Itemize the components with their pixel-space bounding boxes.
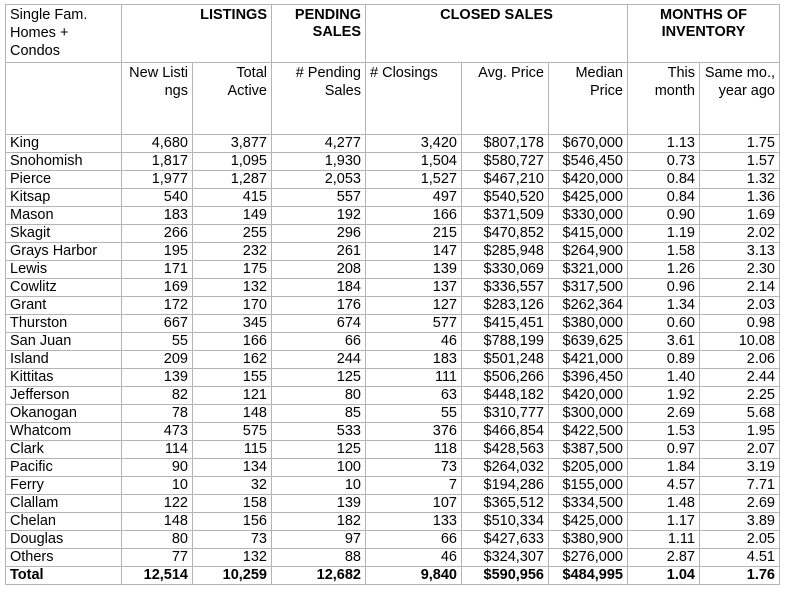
median-cell: $420,000 xyxy=(549,171,628,189)
pending-cell: 97 xyxy=(272,531,366,549)
median-cell: $415,000 xyxy=(549,225,628,243)
table-row xyxy=(6,351,780,369)
avg-cell: $310,777 xyxy=(462,405,549,423)
table-row xyxy=(6,189,780,207)
group-pending: PENDING SALES xyxy=(272,5,366,63)
closings-cell: 9,840 xyxy=(366,567,462,585)
closings-cell: 133 xyxy=(366,513,462,531)
this-cell: 1.26 xyxy=(628,261,700,279)
closings-cell: 139 xyxy=(366,261,462,279)
county-cell: Ferry xyxy=(6,477,122,495)
this-cell: 1.84 xyxy=(628,459,700,477)
col-total-active: Total Active xyxy=(193,63,272,135)
corner-label: Single Fam. Homes + Condos xyxy=(6,5,122,63)
new-cell: 114 xyxy=(122,441,193,459)
avg-cell: $336,557 xyxy=(462,279,549,297)
avg-cell: $324,307 xyxy=(462,549,549,567)
column-header-row xyxy=(6,63,780,135)
same-cell: 1.57 xyxy=(700,153,780,171)
active-cell: 175 xyxy=(193,261,272,279)
county-cell: Cowlitz xyxy=(6,279,122,297)
pending-cell: 10 xyxy=(272,477,366,495)
group-header-row xyxy=(6,5,780,63)
this-cell: 3.61 xyxy=(628,333,700,351)
closings-cell: 183 xyxy=(366,351,462,369)
county-cell: Clark xyxy=(6,441,122,459)
county-cell: Kittitas xyxy=(6,369,122,387)
same-cell: 2.25 xyxy=(700,387,780,405)
new-cell: 80 xyxy=(122,531,193,549)
closings-cell: 577 xyxy=(366,315,462,333)
closings-cell: 215 xyxy=(366,225,462,243)
table-row xyxy=(6,153,780,171)
pending-cell: 533 xyxy=(272,423,366,441)
county-cell: Whatcom xyxy=(6,423,122,441)
county-cell: Mason xyxy=(6,207,122,225)
avg-cell: $371,509 xyxy=(462,207,549,225)
this-cell: 1.40 xyxy=(628,369,700,387)
closings-cell: 127 xyxy=(366,297,462,315)
new-cell: 90 xyxy=(122,459,193,477)
closings-cell: 3,420 xyxy=(366,135,462,153)
table-row xyxy=(6,315,780,333)
closings-cell: 73 xyxy=(366,459,462,477)
this-cell: 1.13 xyxy=(628,135,700,153)
avg-cell: $330,069 xyxy=(462,261,549,279)
closings-cell: 7 xyxy=(366,477,462,495)
median-cell: $546,450 xyxy=(549,153,628,171)
closings-cell: 497 xyxy=(366,189,462,207)
median-cell: $387,500 xyxy=(549,441,628,459)
closings-cell: 118 xyxy=(366,441,462,459)
table-row xyxy=(6,261,780,279)
same-cell: 5.68 xyxy=(700,405,780,423)
same-cell: 1.36 xyxy=(700,189,780,207)
pending-cell: 1,930 xyxy=(272,153,366,171)
table-row xyxy=(6,225,780,243)
avg-cell: $285,948 xyxy=(462,243,549,261)
table-row xyxy=(6,405,780,423)
table-row xyxy=(6,243,780,261)
this-cell: 0.60 xyxy=(628,315,700,333)
table-row xyxy=(6,387,780,405)
avg-cell: $501,248 xyxy=(462,351,549,369)
median-cell: $155,000 xyxy=(549,477,628,495)
closings-cell: 55 xyxy=(366,405,462,423)
table-row xyxy=(6,333,780,351)
county-cell: Okanogan xyxy=(6,405,122,423)
pending-cell: 261 xyxy=(272,243,366,261)
active-cell: 3,877 xyxy=(193,135,272,153)
avg-cell: $580,727 xyxy=(462,153,549,171)
county-cell: Thurston xyxy=(6,315,122,333)
active-cell: 32 xyxy=(193,477,272,495)
table-row xyxy=(6,207,780,225)
this-cell: 0.84 xyxy=(628,189,700,207)
pending-cell: 296 xyxy=(272,225,366,243)
active-cell: 115 xyxy=(193,441,272,459)
pending-cell: 192 xyxy=(272,207,366,225)
active-cell: 155 xyxy=(193,369,272,387)
median-cell: $484,995 xyxy=(549,567,628,585)
this-cell: 0.90 xyxy=(628,207,700,225)
avg-cell: $428,563 xyxy=(462,441,549,459)
avg-cell: $506,266 xyxy=(462,369,549,387)
active-cell: 148 xyxy=(193,405,272,423)
same-cell: 2.02 xyxy=(700,225,780,243)
closings-cell: 147 xyxy=(366,243,462,261)
same-cell: 2.05 xyxy=(700,531,780,549)
pending-cell: 4,277 xyxy=(272,135,366,153)
new-cell: 4,680 xyxy=(122,135,193,153)
median-cell: $262,364 xyxy=(549,297,628,315)
median-cell: $264,900 xyxy=(549,243,628,261)
median-cell: $321,000 xyxy=(549,261,628,279)
table-row xyxy=(6,423,780,441)
new-cell: 169 xyxy=(122,279,193,297)
median-cell: $421,000 xyxy=(549,351,628,369)
county-cell: Douglas xyxy=(6,531,122,549)
avg-cell: $264,032 xyxy=(462,459,549,477)
same-cell: 3.19 xyxy=(700,459,780,477)
pending-cell: 2,053 xyxy=(272,171,366,189)
this-cell: 0.96 xyxy=(628,279,700,297)
table-row xyxy=(6,171,780,189)
closings-cell: 66 xyxy=(366,531,462,549)
avg-cell: $470,852 xyxy=(462,225,549,243)
new-cell: 172 xyxy=(122,297,193,315)
closings-cell: 1,504 xyxy=(366,153,462,171)
pending-cell: 244 xyxy=(272,351,366,369)
county-cell: Grant xyxy=(6,297,122,315)
pending-cell: 100 xyxy=(272,459,366,477)
this-cell: 1.04 xyxy=(628,567,700,585)
col-closings: # Closings xyxy=(366,63,462,135)
same-cell: 2.44 xyxy=(700,369,780,387)
active-cell: 149 xyxy=(193,207,272,225)
this-cell: 1.58 xyxy=(628,243,700,261)
pending-cell: 184 xyxy=(272,279,366,297)
new-cell: 77 xyxy=(122,549,193,567)
group-listings: LISTINGS xyxy=(122,5,272,63)
same-cell: 0.98 xyxy=(700,315,780,333)
this-cell: 2.87 xyxy=(628,549,700,567)
active-cell: 156 xyxy=(193,513,272,531)
new-cell: 266 xyxy=(122,225,193,243)
same-cell: 3.13 xyxy=(700,243,780,261)
col-pending: # Pending Sales xyxy=(272,63,366,135)
new-cell: 55 xyxy=(122,333,193,351)
table-row xyxy=(6,459,780,477)
same-cell: 4.51 xyxy=(700,549,780,567)
closings-cell: 166 xyxy=(366,207,462,225)
avg-cell: $427,633 xyxy=(462,531,549,549)
avg-cell: $283,126 xyxy=(462,297,549,315)
active-cell: 73 xyxy=(193,531,272,549)
active-cell: 345 xyxy=(193,315,272,333)
housing-market-table xyxy=(5,4,780,585)
col-avg-price: Avg. Price xyxy=(462,63,549,135)
this-cell: 0.84 xyxy=(628,171,700,189)
same-cell: 2.14 xyxy=(700,279,780,297)
county-cell: Snohomish xyxy=(6,153,122,171)
county-cell: Clallam xyxy=(6,495,122,513)
county-cell: Grays Harbor xyxy=(6,243,122,261)
closings-cell: 111 xyxy=(366,369,462,387)
closings-cell: 376 xyxy=(366,423,462,441)
active-cell: 121 xyxy=(193,387,272,405)
group-closed: CLOSED SALES xyxy=(366,5,628,63)
county-cell: Total xyxy=(6,567,122,585)
median-cell: $317,500 xyxy=(549,279,628,297)
active-cell: 575 xyxy=(193,423,272,441)
total-row xyxy=(6,567,780,585)
this-cell: 0.73 xyxy=(628,153,700,171)
pending-cell: 557 xyxy=(272,189,366,207)
median-cell: $380,000 xyxy=(549,315,628,333)
same-cell: 7.71 xyxy=(700,477,780,495)
avg-cell: $467,210 xyxy=(462,171,549,189)
avg-cell: $448,182 xyxy=(462,387,549,405)
avg-cell: $590,956 xyxy=(462,567,549,585)
closings-cell: 137 xyxy=(366,279,462,297)
avg-cell: $510,334 xyxy=(462,513,549,531)
pending-cell: 674 xyxy=(272,315,366,333)
same-cell: 1.32 xyxy=(700,171,780,189)
same-cell: 1.95 xyxy=(700,423,780,441)
new-cell: 148 xyxy=(122,513,193,531)
blank-header-cell xyxy=(6,63,122,135)
median-cell: $300,000 xyxy=(549,405,628,423)
new-cell: 1,817 xyxy=(122,153,193,171)
pending-cell: 125 xyxy=(272,441,366,459)
pending-cell: 88 xyxy=(272,549,366,567)
avg-cell: $466,854 xyxy=(462,423,549,441)
active-cell: 170 xyxy=(193,297,272,315)
this-cell: 4.57 xyxy=(628,477,700,495)
active-cell: 10,259 xyxy=(193,567,272,585)
pending-cell: 139 xyxy=(272,495,366,513)
active-cell: 158 xyxy=(193,495,272,513)
table-row xyxy=(6,513,780,531)
closings-cell: 63 xyxy=(366,387,462,405)
same-cell: 1.76 xyxy=(700,567,780,585)
closings-cell: 107 xyxy=(366,495,462,513)
county-cell: Kitsap xyxy=(6,189,122,207)
this-cell: 0.97 xyxy=(628,441,700,459)
new-cell: 667 xyxy=(122,315,193,333)
avg-cell: $788,199 xyxy=(462,333,549,351)
same-cell: 10.08 xyxy=(700,333,780,351)
table-row xyxy=(6,495,780,513)
county-cell: Pacific xyxy=(6,459,122,477)
same-cell: 2.07 xyxy=(700,441,780,459)
median-cell: $205,000 xyxy=(549,459,628,477)
active-cell: 134 xyxy=(193,459,272,477)
county-cell: Skagit xyxy=(6,225,122,243)
median-cell: $380,900 xyxy=(549,531,628,549)
median-cell: $670,000 xyxy=(549,135,628,153)
new-cell: 1,977 xyxy=(122,171,193,189)
county-cell: Lewis xyxy=(6,261,122,279)
county-cell: Chelan xyxy=(6,513,122,531)
new-cell: 209 xyxy=(122,351,193,369)
median-cell: $425,000 xyxy=(549,513,628,531)
new-cell: 195 xyxy=(122,243,193,261)
new-cell: 82 xyxy=(122,387,193,405)
table-row xyxy=(6,531,780,549)
closings-cell: 46 xyxy=(366,549,462,567)
col-this-month: This month xyxy=(628,63,700,135)
median-cell: $639,625 xyxy=(549,333,628,351)
group-months: MONTHS OF INVENTORY xyxy=(628,5,780,63)
pending-cell: 85 xyxy=(272,405,366,423)
pending-cell: 208 xyxy=(272,261,366,279)
new-cell: 473 xyxy=(122,423,193,441)
avg-cell: $415,451 xyxy=(462,315,549,333)
new-cell: 183 xyxy=(122,207,193,225)
active-cell: 162 xyxy=(193,351,272,369)
closings-cell: 1,527 xyxy=(366,171,462,189)
col-median-price: Median Price xyxy=(549,63,628,135)
new-cell: 78 xyxy=(122,405,193,423)
this-cell: 1.53 xyxy=(628,423,700,441)
new-cell: 540 xyxy=(122,189,193,207)
same-cell: 2.06 xyxy=(700,351,780,369)
active-cell: 132 xyxy=(193,549,272,567)
new-cell: 122 xyxy=(122,495,193,513)
table-row xyxy=(6,135,780,153)
active-cell: 1,095 xyxy=(193,153,272,171)
active-cell: 255 xyxy=(193,225,272,243)
this-cell: 1.92 xyxy=(628,387,700,405)
same-cell: 3.89 xyxy=(700,513,780,531)
table-row xyxy=(6,369,780,387)
table-row xyxy=(6,279,780,297)
active-cell: 166 xyxy=(193,333,272,351)
county-cell: Jefferson xyxy=(6,387,122,405)
same-cell: 2.69 xyxy=(700,495,780,513)
median-cell: $422,500 xyxy=(549,423,628,441)
this-cell: 0.89 xyxy=(628,351,700,369)
avg-cell: $807,178 xyxy=(462,135,549,153)
new-cell: 171 xyxy=(122,261,193,279)
this-cell: 1.19 xyxy=(628,225,700,243)
same-cell: 2.30 xyxy=(700,261,780,279)
avg-cell: $194,286 xyxy=(462,477,549,495)
closings-cell: 46 xyxy=(366,333,462,351)
same-cell: 2.03 xyxy=(700,297,780,315)
active-cell: 1,287 xyxy=(193,171,272,189)
county-cell: Others xyxy=(6,549,122,567)
median-cell: $330,000 xyxy=(549,207,628,225)
new-cell: 10 xyxy=(122,477,193,495)
new-cell: 12,514 xyxy=(122,567,193,585)
this-cell: 2.69 xyxy=(628,405,700,423)
active-cell: 132 xyxy=(193,279,272,297)
col-same-month: Same mo., year ago xyxy=(700,63,780,135)
pending-cell: 12,682 xyxy=(272,567,366,585)
active-cell: 232 xyxy=(193,243,272,261)
avg-cell: $365,512 xyxy=(462,495,549,513)
avg-cell: $540,520 xyxy=(462,189,549,207)
county-cell: San Juan xyxy=(6,333,122,351)
county-cell: Island xyxy=(6,351,122,369)
median-cell: $396,450 xyxy=(549,369,628,387)
county-cell: Pierce xyxy=(6,171,122,189)
same-cell: 1.75 xyxy=(700,135,780,153)
active-cell: 415 xyxy=(193,189,272,207)
pending-cell: 66 xyxy=(272,333,366,351)
table-row xyxy=(6,549,780,567)
pending-cell: 176 xyxy=(272,297,366,315)
table-row xyxy=(6,477,780,495)
this-cell: 1.34 xyxy=(628,297,700,315)
new-cell: 139 xyxy=(122,369,193,387)
table-row xyxy=(6,441,780,459)
pending-cell: 182 xyxy=(272,513,366,531)
county-cell: King xyxy=(6,135,122,153)
median-cell: $334,500 xyxy=(549,495,628,513)
col-new-listings: New Listings xyxy=(122,63,193,135)
median-cell: $425,000 xyxy=(549,189,628,207)
median-cell: $420,000 xyxy=(549,387,628,405)
this-cell: 1.11 xyxy=(628,531,700,549)
pending-cell: 80 xyxy=(272,387,366,405)
table-row xyxy=(6,297,780,315)
housing-table-wrapper xyxy=(5,4,780,585)
pending-cell: 125 xyxy=(272,369,366,387)
this-cell: 1.17 xyxy=(628,513,700,531)
this-cell: 1.48 xyxy=(628,495,700,513)
median-cell: $276,000 xyxy=(549,549,628,567)
same-cell: 1.69 xyxy=(700,207,780,225)
